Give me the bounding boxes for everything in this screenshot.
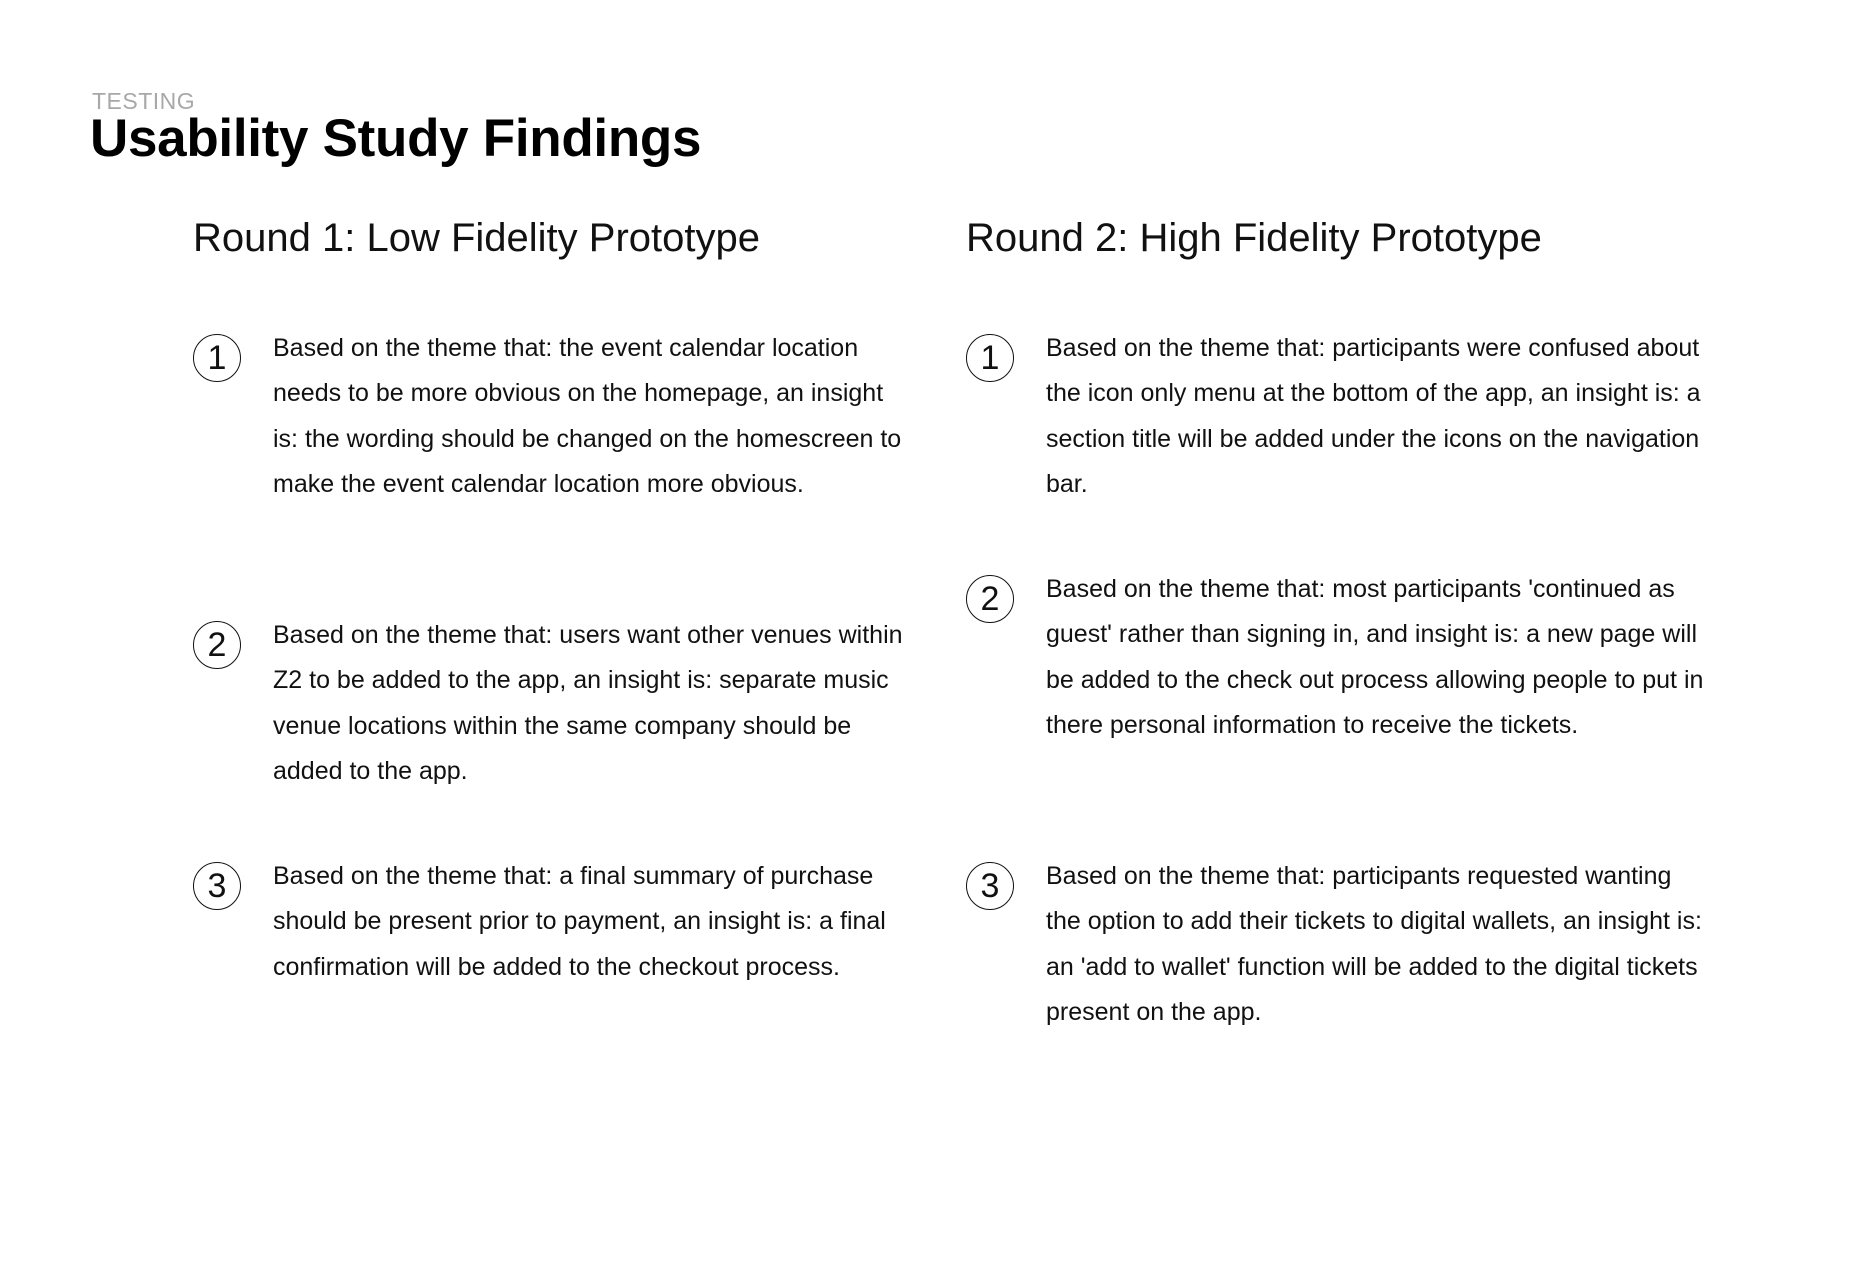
number-3-circle-icon: 3 <box>966 862 1014 910</box>
finding-text: Based on the theme that: most participants 'continued as guest' rather than signing in, and insight is: a new page will be added to the check out process allowing people to put in there personal information to receive the tickets. <box>1046 575 1704 739</box>
round-2-column <box>966 216 1726 1026</box>
page-title: Usability Study Findings <box>90 109 702 168</box>
section-eyebrow: TESTING <box>92 88 196 114</box>
round-1-title: Round 1: Low Fidelity Prototype <box>193 216 760 260</box>
number-1-circle-icon: 1 <box>193 334 241 382</box>
finding-text: Based on the theme that: a final summary of purchase should be present prior to payment, an insight is: a final confirmation will be added to the checkout process. <box>273 862 886 981</box>
finding-text: Based on the theme that: users want other venues within Z2 to be added to the app, an insight is: separate music venue locations within the same company should be added to the app. <box>273 621 903 785</box>
finding-text: Based on the theme that: the event calendar location needs to be more obvious on the homepage, an insight is: the wording should be changed on the homescreen to make the event calendar location more obvious. <box>273 334 902 498</box>
finding-text: Based on the theme that: participants were confused about the icon only menu at the bottom of the app, an insight is: a section title will be added under the icons on the navigation bar. <box>1046 334 1701 498</box>
number-2-circle-icon: 2 <box>193 621 241 669</box>
number-2-circle-icon: 2 <box>966 575 1014 623</box>
finding-text: Based on the theme that: participants requested wanting the option to add their tickets to digital wallets, an insight is: an 'add to wallet' function will be added to the digital tickets present on the app. <box>1046 862 1702 1026</box>
round-2-title: Round 2: High Fidelity Prototype <box>966 216 1542 260</box>
number-3-circle-icon: 3 <box>193 862 241 910</box>
round-1-column <box>193 216 953 981</box>
number-1-circle-icon: 1 <box>966 334 1014 382</box>
